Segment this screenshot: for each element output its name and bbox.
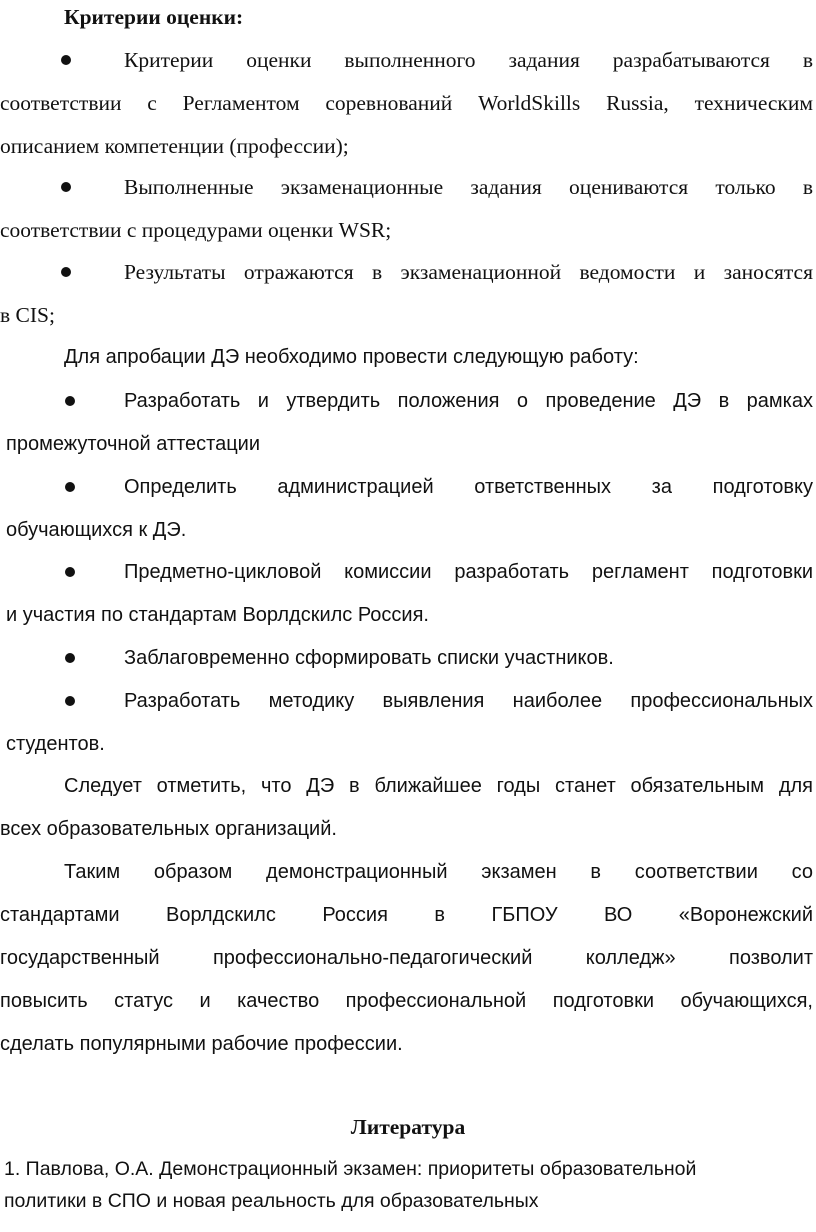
approbation-intro: Для апробации ДЭ необходимо провести следующую работу:	[64, 346, 639, 368]
task-item-3-line-1: Предметно-цикловой комиссии разработать регламент подготовки	[124, 561, 813, 583]
criteria-item-2-line-1: Выполненные экзаменационные задания оцениваются только в	[124, 175, 813, 199]
literature-title: Литература	[350, 1115, 466, 1139]
bullet-icon	[61, 182, 71, 192]
criteria-item-1-line-1: Критерии оценки выполненного задания разрабатываются в	[124, 48, 813, 72]
criteria-item-3-line-1: Результаты отражаются в экзаменационной ведомости и заносятся	[124, 260, 813, 284]
task-item-1-line-2: промежуточной аттестации	[6, 433, 261, 455]
bullet-icon	[65, 396, 75, 406]
bullet-icon	[65, 653, 75, 663]
task-item-4-line-1: Заблаговременно сформировать списки участников.	[124, 647, 614, 669]
criteria-item-3-line-2: в CIS;	[0, 303, 55, 327]
bullet-icon	[65, 696, 75, 706]
task-item-1-line-1: Разработать и утвердить положения о проведение ДЭ в рамках	[124, 390, 813, 412]
bullet-icon	[61, 55, 71, 65]
literature-item-1-line-1: 1. Павлова, О.А. Демонстрационный экзамен: приоритеты образовательной	[4, 1158, 697, 1180]
note-line-2: всех образовательных организаций.	[0, 818, 337, 840]
criteria-heading: Критерии оценки:	[64, 5, 244, 29]
criteria-item-1-line-3: описанием компетенции (профессии);	[0, 134, 349, 158]
bullet-icon	[65, 482, 75, 492]
task-item-2-line-1: Определить администрацией ответственных за подготовку	[124, 476, 813, 498]
criteria-item-2-line-2: соответствии с процедурами оценки WSR;	[0, 218, 392, 242]
literature-item-1-line-2: политики в СПО и новая реальность для образовательных	[4, 1190, 539, 1212]
task-item-5-line-1: Разработать методику выявления наиболее профессиональных	[124, 690, 813, 712]
bullet-icon	[65, 567, 75, 577]
conclusion-line-5: сделать популярными рабочие профессии.	[0, 1033, 403, 1055]
note-line-1: Следует отметить, что ДЭ в ближайшее годы станет обязательным для	[64, 775, 813, 797]
task-item-2-line-2: обучающихся к ДЭ.	[6, 519, 187, 541]
bullet-icon	[61, 267, 71, 277]
conclusion-line-1: Таким образом демонстрационный экзамен в соответствии со	[64, 861, 813, 883]
conclusion-line-3: государственный профессионально-педагогический колледж» позволит	[0, 947, 813, 969]
criteria-item-1-line-2: соответствии с Регламентом соревнований WorldSkills Russia, техническим	[0, 91, 813, 115]
task-item-5-line-2: студентов.	[6, 733, 105, 755]
task-item-3-line-2: и участия по стандартам Ворлдскилс Россия.	[6, 604, 429, 626]
conclusion-line-4: повысить статус и качество профессиональной подготовки обучающихся,	[0, 990, 813, 1012]
conclusion-line-2: стандартами Ворлдскилс Россия в ГБПОУ ВО «Воронежский	[0, 904, 813, 926]
